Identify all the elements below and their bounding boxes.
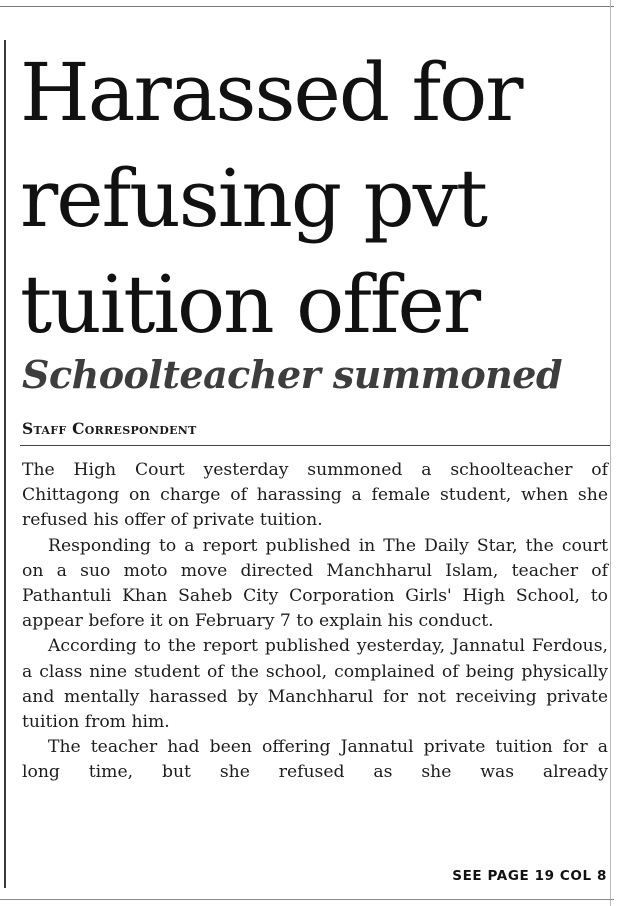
headline-line-1: Harassed for <box>20 46 522 139</box>
paragraph-4: The teacher had been offering Jannatul private tuition for a long time, but she refused as she was already <box>22 737 608 783</box>
byline-divider <box>20 445 610 446</box>
byline: Staff Correspondent <box>22 419 197 438</box>
article-body <box>22 458 608 786</box>
continuation-jump-line: SEE PAGE 19 COL 8 <box>452 868 607 884</box>
paragraph-2: Responding to a report published in The Daily Star, the court on a suo moto move directed Manchharul Islam, teacher of Pathantuli Khan Saheb City Corporation Girls' High School, to appear before it on February 7 to explain his conduct. <box>22 535 608 632</box>
left-column-rule <box>4 40 6 888</box>
bottom-border-rule <box>0 899 614 900</box>
paragraph-1: The High Court yesterday summoned a schoolteacher of Chittagong on charge of harassing a female student, when she refused his offer of private tuition. <box>22 460 608 531</box>
subheadline: Schoolteacher summoned <box>22 352 563 397</box>
headline-line-2: refusing pvt <box>20 152 487 245</box>
headline-line-3: tuition offer <box>20 258 480 351</box>
paragraph-3: According to the report published yesterday, Jannatul Ferdous, a class nine student of the school, complained of being physically and mentally harassed by Manchharul for not receiving private tuition from him. <box>22 636 608 733</box>
right-column-rule <box>610 0 611 906</box>
top-border-rule <box>0 6 614 7</box>
headline <box>20 40 610 358</box>
